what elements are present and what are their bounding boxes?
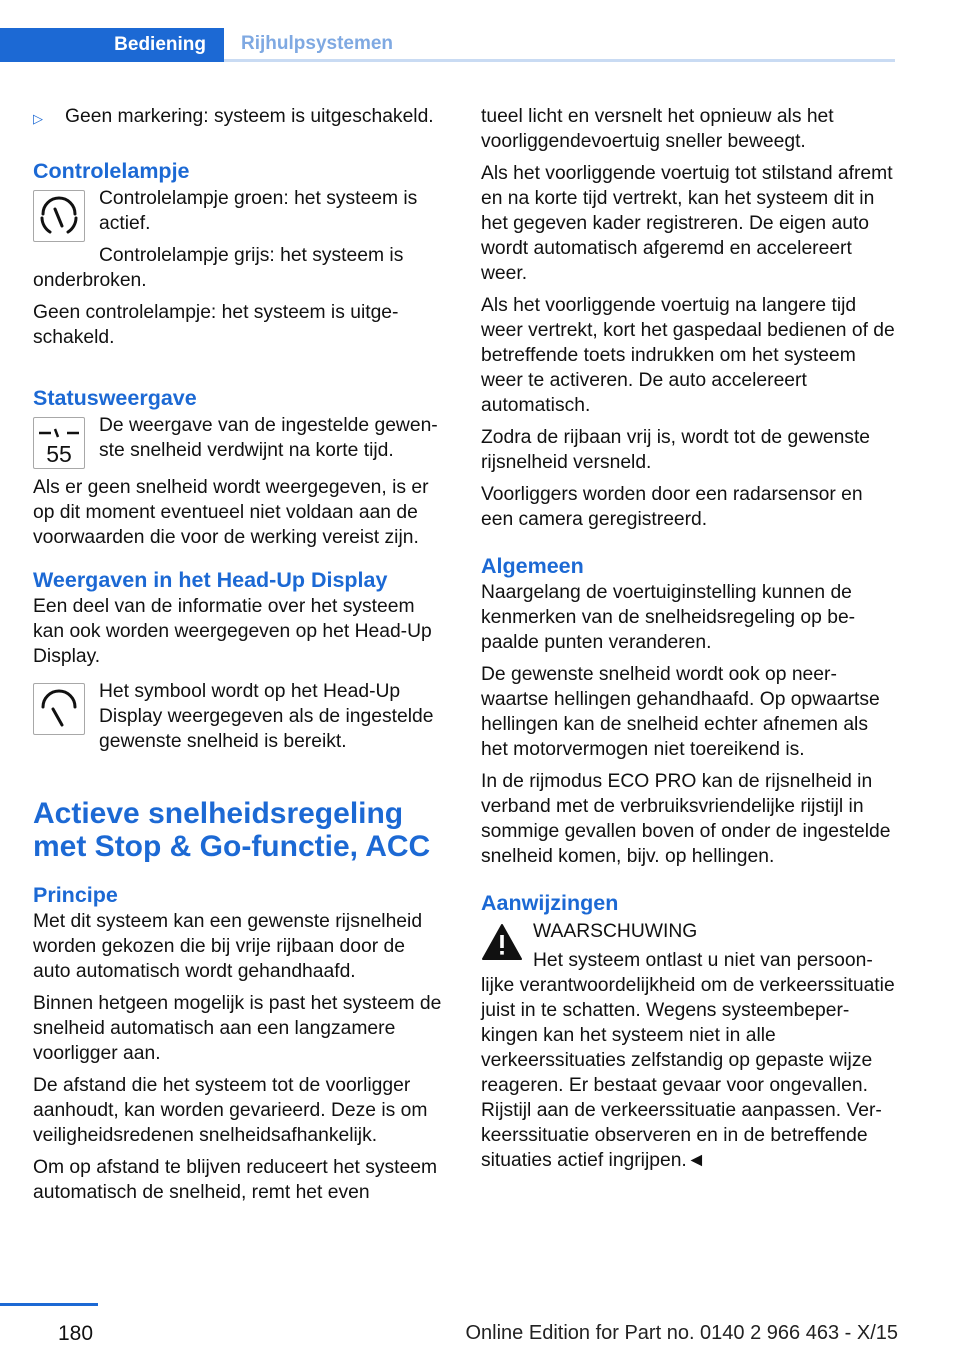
pr-text-2: Binnen hetgeen mogelijk is past het systeem de snelheid automatisch aan een langzamere voorligger aan.	[33, 993, 442, 1064]
left-column	[33, 104, 447, 1212]
warning-title: WAARSCHUWING	[533, 921, 698, 942]
warning-icon	[481, 923, 523, 961]
pr-text-4: Om op afstand te blijven reduceert het systeem automatisch de snelheid, remt het even	[33, 1157, 438, 1203]
alg-text-3: In de rijmodus ECO PRO kan de rijsnelheid in verband met de verbruiksvriendelijke rijstijl in sommige gevallen boven of onder de ingestelde snelheid komen, bijv. op hellingen.	[481, 771, 891, 867]
footer-divider	[0, 1303, 98, 1306]
r-text-1: tueel licht en versnelt het opnieuw als het voorliggendevoertuig sneller beweegt.	[481, 106, 834, 152]
hud-text-2: Het symbool wordt op het Head-Up Display weergegeven als de ingestelde gewenste snelheid is bereikt.	[99, 681, 434, 752]
sw-text-1: De weergave van de ingestelde gewenste snelheid verdwijnt na korte tijd.	[99, 415, 438, 461]
heading-controlelampje: Controlelampje	[33, 159, 190, 183]
alg-text-2: De gewenste snelheid wordt ook op neerwaartse hellingen gehandhaafd. Op opwaartse hellingen kan de snelheid echter afnemen als het motorvermogen niet toereikend is.	[481, 664, 880, 760]
r-text-2: Als het voorliggende voertuig tot stilstand afremt en na korte tijd vertrekt, kan het systeem dit in het gegeven kader registreren. De eigen auto wordt automatisch afgeremd en accelereert weer.	[481, 163, 893, 284]
speed-display-icon	[33, 417, 85, 469]
cl-text-3: Geen controlelampje: het systeem is uitgeschakeld.	[33, 302, 399, 348]
heading-principe: Principe	[33, 883, 118, 907]
warning-block	[481, 919, 895, 1173]
page-number: 180	[58, 1322, 94, 1345]
acc-indicator-icon	[33, 190, 85, 242]
list-item	[33, 104, 447, 131]
right-column	[481, 104, 895, 1180]
triangle-bullet-icon: ▷	[33, 111, 43, 126]
heading-algemeen: Algemeen	[481, 554, 584, 578]
r-text-4: Zodra de rijbaan vrij is, wordt tot de gewenste rijsnelheid versneld.	[481, 427, 871, 473]
r-text-5: Voorliggers worden door een radarsensor en een camera geregistreerd.	[481, 484, 863, 530]
heading-statusweergave: Statusweergave	[33, 386, 197, 410]
alg-text-1: Naargelang de voertuiginstelling kunnen de kenmerken van de snelheidsregeling op bepaalde punten veranderen.	[481, 582, 856, 653]
r-text-3: Als het voorliggende voertuig na langere tijd weer vertrekt, kort het gaspedaal bedienen of de betreffende toets indrukken om het systeem weer te activeren. De auto accelereert automatisch.	[481, 295, 895, 416]
heading-aanwijzingen: Aanwijzingen	[481, 891, 619, 915]
warning-text: Het systeem ontlast u niet van persoonlijke verantwoordelijkheid om de verkeerssituatie juist in te schatten. Wegens systeembeperkingen kan het systeem niet in alle verkeerssituaties zelfstandig op gepaste wijze reageren. Er bestaat gevaar voor ongevallen. Rijstijl aan de verkeerssituatie aanpassen. Verkeerssituatie observeren en in de betreffende situaties actief ingrijpen.◄	[481, 950, 895, 1171]
hud-text-1: Een deel van de informatie over het systeem kan ook worden weergegeven op het Head-Up Display.	[33, 596, 432, 667]
tab-bediening[interactable]: Bediening	[0, 28, 224, 62]
hud-block	[33, 679, 447, 761]
pr-text-3: De afstand die het systeem tot de voorligger aanhoudt, kan worden gevarieerd. Deze is om veiligheidsredenen snelheidsafhankelijk.	[33, 1075, 428, 1146]
statusweergave-block	[33, 413, 447, 473]
controlelampje-block	[33, 186, 447, 300]
header-tabs	[0, 28, 895, 62]
section-title: Actieve snelheidsregeling met Stop & Go-functie, ACC	[33, 797, 431, 863]
hud-acc-icon	[33, 683, 85, 735]
bullet-text: Geen markering: systeem is uitgeschakeld.	[65, 106, 434, 127]
tab-rijhulpsystemen[interactable]: Rijhulpsystemen	[224, 28, 895, 62]
cl-text-1: Controlelampje groen: het systeem is actief.	[99, 188, 418, 234]
cl-text-2: Controlelampje grijs: het systeem is onderbroken.	[33, 245, 404, 291]
speed-number: 55	[46, 441, 72, 466]
pr-text-1: Met dit systeem kan een gewenste rijsnelheid worden gekozen die bij vrije rijbaan door de auto automatisch wordt gehandhaafd.	[33, 911, 423, 982]
heading-hud: Weergaven in het Head-Up Display	[33, 568, 388, 592]
edition-text: Online Edition for Part no. 0140 2 966 463 - X/15	[465, 1322, 898, 1344]
sw-text-2: Als er geen snelheid wordt weergegeven, is er op dit moment eventueel niet voldaan aan de voorwaarden die voor de werking vereist zijn.	[33, 477, 429, 548]
